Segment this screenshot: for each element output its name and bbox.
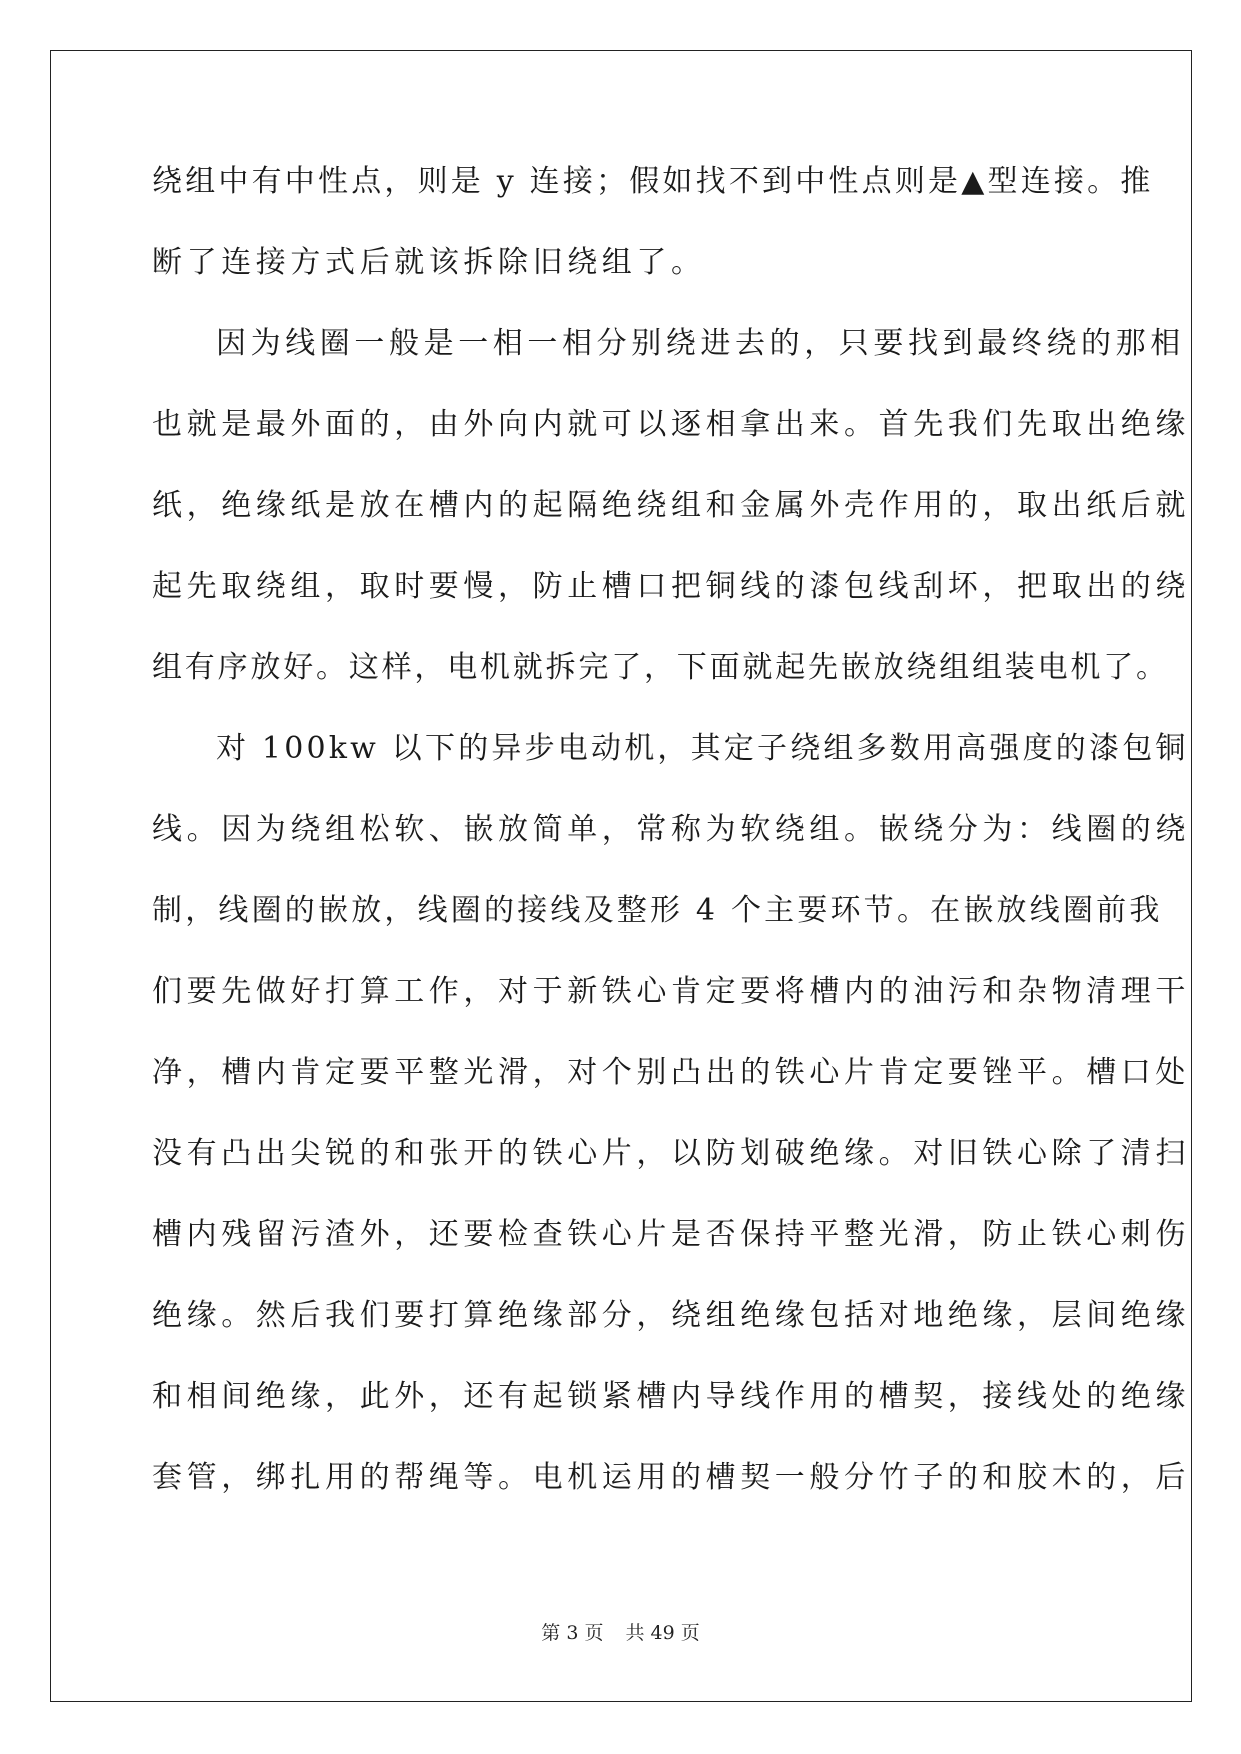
- text-line: 和相间绝缘，此外，还有起锁紧槽内导线作用的槽契，接线处的绝缘: [152, 1379, 1190, 1414]
- page-number: 第 3 页: [541, 1622, 604, 1644]
- text-line: 槽内残留污渣外，还要检查铁心片是否保持平整光滑，防止铁心刺伤: [152, 1217, 1190, 1252]
- text-line: 制，线圈的嵌放，线圈的接线及整形 4 个主要环节。在嵌放线圈前我: [152, 893, 1163, 928]
- text-line: 线。因为绕组松软、嵌放简单，常称为软绕组。嵌绕分为：线圈的绕: [152, 812, 1190, 847]
- text-line: 也就是最外面的，由外向内就可以逐相拿出来。首先我们先取出绝缘: [152, 407, 1190, 442]
- text-line: 套管，绑扎用的帮绳等。电机运用的槽契一般分竹子的和胶木的，后: [152, 1460, 1190, 1495]
- paragraph-start-line: 对 100kw 以下的异步电动机，其定子绕组多数用高强度的漆包铜: [216, 731, 1189, 766]
- text-line: 没有凸出尖锐的和张开的铁心片，以防划破绝缘。对旧铁心除了清扫: [152, 1136, 1190, 1171]
- page-total: 共 49 页: [625, 1622, 700, 1644]
- text-line: 组有序放好。这样，电机就拆完了，下面就起先嵌放绕组组装电机了。: [152, 650, 1169, 685]
- text-line: 断了连接方式后就该拆除旧绕组了。: [152, 245, 706, 280]
- text-line: 绝缘。然后我们要打算绝缘部分，绕组绝缘包括对地绝缘，层间绝缘: [152, 1298, 1190, 1333]
- paragraph-start-line: 因为线圈一般是一相一相分别绕进去的，只要找到最终绕的那相: [216, 326, 1185, 361]
- page-footer: [0, 1620, 1241, 1646]
- text-line: 净，槽内肯定要平整光滑，对个别凸出的铁心片肯定要锉平。槽口处: [152, 1055, 1190, 1090]
- text-line: 纸，绝缘纸是放在槽内的起隔绝绕组和金属外壳作用的，取出纸后就: [152, 488, 1190, 523]
- text-line: 起先取绕组，取时要慢，防止槽口把铜线的漆包线刮坏，把取出的绕: [152, 569, 1190, 604]
- document-body: [152, 162, 1190, 1539]
- text-line: 绕组中有中性点，则是 y 连接；假如找不到中性点则是▲型连接。推: [152, 164, 1154, 199]
- text-line: 们要先做好打算工作，对于新铁心肯定要将槽内的油污和杂物清理干: [152, 974, 1190, 1009]
